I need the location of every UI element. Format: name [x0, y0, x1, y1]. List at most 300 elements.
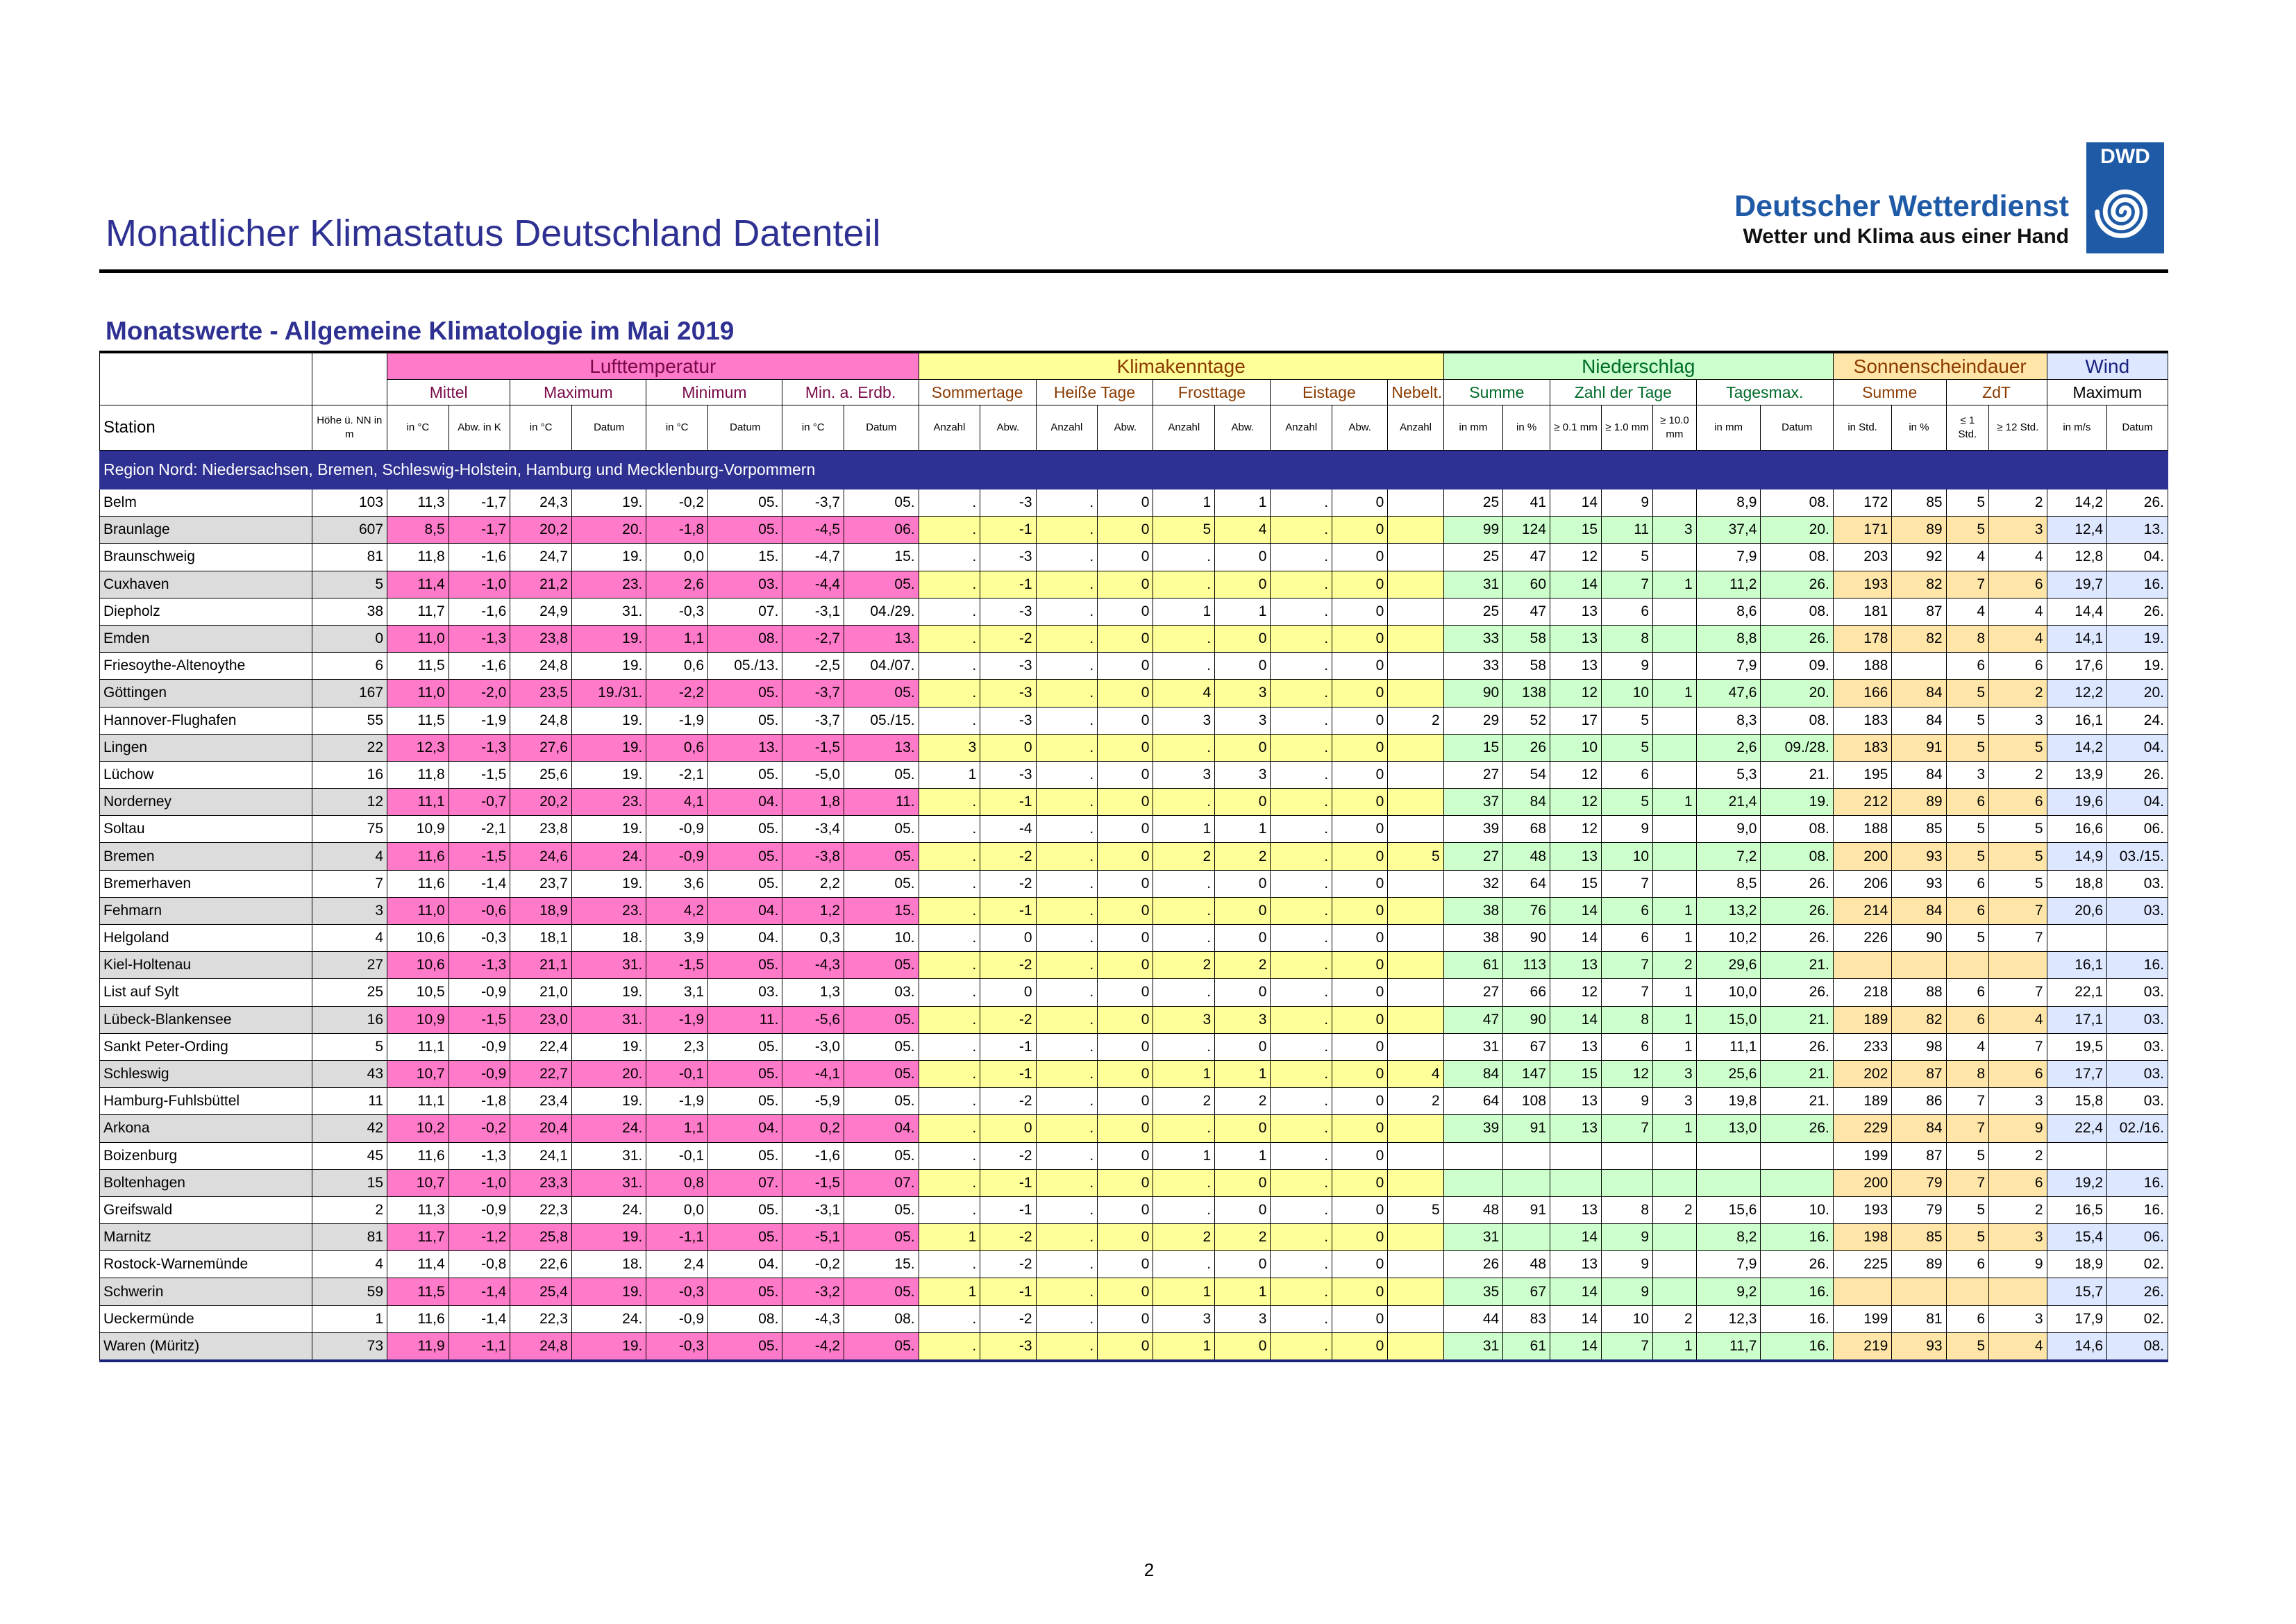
table-cell: -0,9 [449, 1033, 510, 1060]
table-cell: -4 [980, 816, 1036, 843]
table-cell: 4,1 [646, 789, 708, 816]
table-row [100, 1332, 2168, 1361]
table-cell: 41 [1503, 489, 1550, 517]
table-cell: 2 [1153, 1088, 1215, 1115]
table-cell [1653, 1251, 1697, 1278]
table-cell [1388, 870, 1443, 897]
table-cell [1388, 1278, 1443, 1305]
table-cell: 08. [1761, 489, 1833, 517]
table-cell: . [1036, 1142, 1098, 1169]
table-cell: 73 [312, 1332, 387, 1361]
table-cell: 98 [1892, 1033, 1946, 1060]
table-cell: 0 [1332, 843, 1388, 870]
table-cell: . [1271, 625, 1332, 652]
table-cell: 113 [1503, 952, 1550, 979]
table-cell: -0,8 [449, 1251, 510, 1278]
table-cell: 27 [1443, 761, 1503, 788]
table-cell: 99 [1443, 517, 1503, 544]
table-cell: . [1271, 1006, 1332, 1033]
table-cell: 05. [708, 1060, 782, 1087]
table-cell: 20,2 [510, 789, 572, 816]
unit-cell: in mm [1443, 405, 1503, 451]
table-cell: 0 [1215, 734, 1271, 761]
table-cell: 0 [1332, 625, 1388, 652]
table-cell: -5,0 [782, 761, 844, 788]
table-cell: . [919, 897, 980, 924]
table-cell: 9 [1602, 1224, 1653, 1251]
table-cell: 199 [1833, 1142, 1891, 1169]
table-cell: 13 [1550, 653, 1602, 680]
table-cell: 84 [1892, 680, 1946, 707]
table-cell: 4 [312, 925, 387, 952]
table-cell: . [1153, 897, 1215, 924]
table-cell: . [1153, 1033, 1215, 1060]
table-cell: 26. [1761, 1115, 1833, 1142]
table-row [100, 925, 2168, 952]
table-cell: 19,6 [2047, 789, 2107, 816]
table-cell: 61 [1443, 952, 1503, 979]
table-cell: 05. [844, 761, 919, 788]
table-cell: 24. [2107, 707, 2168, 734]
unit-cell: Datum [571, 405, 646, 451]
table-cell: 18,9 [510, 897, 572, 924]
table-cell [1653, 653, 1697, 680]
table-cell: 08. [708, 1305, 782, 1332]
table-cell: 05. [844, 1224, 919, 1251]
table-cell: 171 [1833, 517, 1891, 544]
station-name: Braunlage [100, 517, 312, 544]
table-cell: 05. [708, 1278, 782, 1305]
table-cell: 15. [844, 544, 919, 571]
table-cell: . [1271, 1278, 1332, 1305]
table-cell: 31. [571, 952, 646, 979]
table-cell: . [1153, 789, 1215, 816]
table-cell: 206 [1833, 870, 1891, 897]
table-cell: 6 [1989, 1169, 2047, 1196]
table-cell: . [1153, 1115, 1215, 1142]
table-cell: . [1153, 625, 1215, 652]
table-cell: 07. [708, 1169, 782, 1196]
table-row [100, 897, 2168, 924]
group-sunshine: Sonnenscheindauer [1833, 352, 2047, 380]
table-cell: -1,0 [449, 1169, 510, 1196]
station-name: Diepholz [100, 598, 312, 625]
table-row [100, 870, 2168, 897]
table-cell: 9,2 [1696, 1278, 1761, 1305]
table-cell: . [1271, 680, 1332, 707]
table-cell: 06. [2107, 1224, 2168, 1251]
table-cell: 08. [1761, 707, 1833, 734]
table-cell: 52 [1503, 707, 1550, 734]
table-cell: 166 [1833, 680, 1891, 707]
table-cell: -3,4 [782, 816, 844, 843]
logo-tagline: Wetter und Klima aus einer Hand [1743, 225, 2069, 248]
table-cell: 16 [312, 1006, 387, 1033]
table-cell: 11. [844, 789, 919, 816]
table-cell: 16. [2107, 571, 2168, 598]
table-cell: -1 [980, 1169, 1036, 1196]
table-cell: 04. [2107, 734, 2168, 761]
table-cell: 05. [844, 571, 919, 598]
table-cell [1443, 1169, 1503, 1196]
sub-min-ground: Min. a. Erdb. [782, 380, 919, 405]
table-cell: -0,9 [646, 816, 708, 843]
table-cell [1388, 1142, 1443, 1169]
station-name: Friesoythe-Altenoythe [100, 653, 312, 680]
table-cell: -1,7 [449, 517, 510, 544]
table-cell: 20. [1761, 517, 1833, 544]
table-cell: 10,6 [387, 952, 449, 979]
table-cell: 02./16. [2107, 1115, 2168, 1142]
table-cell: 3 [1946, 761, 1989, 788]
table-cell: 47 [1503, 598, 1550, 625]
table-cell: 48 [1503, 1251, 1550, 1278]
table-cell: 0 [1332, 517, 1388, 544]
table-cell: 19. [571, 1033, 646, 1060]
table-cell: 60 [1503, 571, 1550, 598]
unit-cell: in °C [510, 405, 572, 451]
table-cell: 2,4 [646, 1251, 708, 1278]
table-cell: . [1036, 789, 1098, 816]
table-cell [1503, 1142, 1550, 1169]
table-cell: 19. [571, 1332, 646, 1361]
table-cell: 27,6 [510, 734, 572, 761]
table-cell: 0 [1098, 897, 1153, 924]
table-cell: 20. [2107, 680, 2168, 707]
table-cell: -1,9 [646, 707, 708, 734]
table-row [100, 598, 2168, 625]
table-cell: -1,3 [449, 952, 510, 979]
table-cell: 6 [1989, 1060, 2047, 1087]
table-cell: 1 [1153, 1332, 1215, 1361]
station-name: Sankt Peter-Ording [100, 1033, 312, 1060]
station-name: Hannover-Flughafen [100, 707, 312, 734]
unit-cell: Anzahl [1388, 405, 1443, 451]
table-cell: . [1153, 1196, 1215, 1223]
table-cell: 10,0 [1696, 979, 1761, 1006]
table-cell: 23,4 [510, 1088, 572, 1115]
table-cell: -2,1 [646, 761, 708, 788]
table-cell: -2 [980, 952, 1036, 979]
table-cell: 48 [1443, 1196, 1503, 1223]
table-cell: 4 [1989, 1332, 2047, 1361]
table-cell: 7,9 [1696, 1251, 1761, 1278]
table-cell: 05. [708, 680, 782, 707]
table-cell: 3 [1153, 1006, 1215, 1033]
station-name: Soltau [100, 816, 312, 843]
unit-cell: ≥ 0.1 mm [1550, 405, 1602, 451]
table-cell: 5,3 [1696, 761, 1761, 788]
table-cell: 26. [1761, 571, 1833, 598]
table-cell: 225 [1833, 1251, 1891, 1278]
table-row [100, 1115, 2168, 1142]
table-cell: 183 [1833, 734, 1891, 761]
table-cell: . [1036, 571, 1098, 598]
table-cell: 219 [1833, 1332, 1891, 1361]
table-cell: -2 [980, 1305, 1036, 1332]
table-cell: . [1036, 1033, 1098, 1060]
table-cell: 14 [1550, 897, 1602, 924]
table-cell [1892, 952, 1946, 979]
table-cell: 11,5 [387, 1278, 449, 1305]
table-cell: 11 [312, 1088, 387, 1115]
table-row [100, 1088, 2168, 1115]
table-row [100, 680, 2168, 707]
table-cell: 26. [1761, 925, 1833, 952]
table-cell: 26. [1761, 625, 1833, 652]
table-cell: 11,1 [387, 1088, 449, 1115]
table-cell: . [1271, 1088, 1332, 1115]
sub-prec-days: Zahl der Tage [1550, 380, 1697, 405]
table-cell: 0 [1098, 816, 1153, 843]
table-cell: 21. [1761, 761, 1833, 788]
table-cell: 4,2 [646, 897, 708, 924]
table-cell: 11,3 [387, 489, 449, 517]
table-cell: 2 [1215, 952, 1271, 979]
table-cell: 0 [1215, 544, 1271, 571]
table-row [100, 979, 2168, 1006]
table-cell: 04. [844, 1115, 919, 1142]
table-cell: 15,4 [2047, 1224, 2107, 1251]
table-cell: . [1036, 1196, 1098, 1223]
title-divider [99, 269, 2168, 273]
table-cell: 11,3 [387, 1196, 449, 1223]
sub-sun-sum: Summe [1833, 380, 1946, 405]
table-cell: -1 [980, 571, 1036, 598]
table-cell: 48 [1503, 843, 1550, 870]
table-cell: 4 [1946, 544, 1989, 571]
table-cell [1602, 1142, 1653, 1169]
table-cell: 04. [708, 1115, 782, 1142]
table-cell: 3 [312, 897, 387, 924]
table-cell: 11,6 [387, 1305, 449, 1332]
table-cell: 10,9 [387, 1006, 449, 1033]
table-cell: -1 [980, 789, 1036, 816]
table-cell: 8,3 [1696, 707, 1761, 734]
table-cell: 83 [1503, 1305, 1550, 1332]
table-cell: -5,1 [782, 1224, 844, 1251]
table-cell: 0 [1332, 734, 1388, 761]
table-cell: 7 [1602, 870, 1653, 897]
unit-cell: Abw. [1332, 405, 1388, 451]
table-cell [1388, 517, 1443, 544]
table-cell: 5 [1946, 734, 1989, 761]
unit-cell: ≤ 1 Std. [1946, 405, 1989, 451]
table-cell: . [919, 1006, 980, 1033]
table-cell: 0 [1215, 1033, 1271, 1060]
table-cell: 14,2 [2047, 489, 2107, 517]
table-cell: -1,4 [449, 1305, 510, 1332]
table-cell: 11,9 [387, 1332, 449, 1361]
table-cell: 1 [1153, 1060, 1215, 1087]
table-cell: 13 [1550, 1088, 1602, 1115]
station-name: Hamburg-Fuhlsbüttel [100, 1088, 312, 1115]
table-cell: 23. [571, 897, 646, 924]
table-cell: 39 [1443, 1115, 1503, 1142]
table-cell: 93 [1892, 1332, 1946, 1361]
table-cell: -3 [980, 761, 1036, 788]
table-cell: -0,3 [646, 1278, 708, 1305]
table-cell: 15. [844, 1251, 919, 1278]
logo-name: Deutscher Wetterdienst [1734, 190, 2069, 223]
table-cell: 1 [1215, 1060, 1271, 1087]
table-cell: 18,8 [2047, 870, 2107, 897]
table-cell: 64 [1443, 1088, 1503, 1115]
table-row [100, 761, 2168, 788]
table-cell: . [919, 625, 980, 652]
table-row [100, 1224, 2168, 1251]
table-cell: -3,7 [782, 489, 844, 517]
table-cell: . [919, 1332, 980, 1361]
table-cell: 5 [1946, 517, 1989, 544]
table-cell: 2 [1153, 843, 1215, 870]
table-cell: 12 [312, 789, 387, 816]
table-cell: . [1153, 1251, 1215, 1278]
table-cell: . [1271, 1060, 1332, 1087]
table-cell: -1,1 [449, 1332, 510, 1361]
table-cell: 3 [1989, 707, 2047, 734]
table-cell: 5 [1946, 1196, 1989, 1223]
table-cell: 7 [1602, 1115, 1653, 1142]
table-cell: -0,9 [449, 1196, 510, 1223]
table-cell: 6 [1946, 870, 1989, 897]
table-cell: -0,9 [646, 1305, 708, 1332]
table-cell: 03. [708, 979, 782, 1006]
table-cell: -1,5 [449, 843, 510, 870]
table-cell: 91 [1503, 1115, 1550, 1142]
table-cell: 21,4 [1696, 789, 1761, 816]
table-cell: 87 [1892, 1060, 1946, 1087]
table-cell: 5 [1946, 1142, 1989, 1169]
table-cell: 3 [1989, 1305, 2047, 1332]
table-cell: 10,2 [1696, 925, 1761, 952]
table-cell: 19. [2107, 625, 2168, 652]
station-name: List auf Sylt [100, 979, 312, 1006]
unit-cell: Datum [708, 405, 782, 451]
subheader-row [100, 380, 2168, 405]
table-cell: 07. [844, 1169, 919, 1196]
table-cell [1388, 489, 1443, 517]
table-cell: . [1271, 1169, 1332, 1196]
table-cell: 9,0 [1696, 816, 1761, 843]
table-cell: -1,9 [449, 707, 510, 734]
table-cell: . [1036, 816, 1098, 843]
table-cell: 2 [1989, 680, 2047, 707]
table-cell: 29,6 [1696, 952, 1761, 979]
table-cell: 14 [1550, 925, 1602, 952]
unit-cell: ≥ 12 Std. [1989, 405, 2047, 451]
table-cell [1946, 952, 1989, 979]
table-cell: 10,6 [387, 925, 449, 952]
table-cell: . [1271, 1142, 1332, 1169]
table-cell: 13 [1550, 1251, 1602, 1278]
table-cell: 4 [1946, 598, 1989, 625]
table-cell: . [1036, 1278, 1098, 1305]
table-cell [1761, 1142, 1833, 1169]
station-name: Lingen [100, 734, 312, 761]
table-cell: 3 [1653, 517, 1697, 544]
table-cell: 6 [1602, 925, 1653, 952]
table-cell: 6 [1989, 653, 2047, 680]
table-cell: 7,2 [1696, 843, 1761, 870]
table-cell: -1,3 [449, 625, 510, 652]
table-cell: 82 [1892, 571, 1946, 598]
table-cell: -0,9 [449, 979, 510, 1006]
table-cell: 0 [1215, 897, 1271, 924]
table-cell: -2,2 [646, 680, 708, 707]
table-cell: 19. [571, 816, 646, 843]
table-cell: 14,9 [2047, 843, 2107, 870]
table-cell: 08. [1761, 544, 1833, 571]
table-cell: 5 [1946, 1332, 1989, 1361]
station-name: Boizenburg [100, 1142, 312, 1169]
table-cell: 05. [708, 761, 782, 788]
table-cell: 24,8 [510, 653, 572, 680]
table-cell: 2 [1989, 489, 2047, 517]
table-cell: 25,6 [510, 761, 572, 788]
table-cell: 1 [1653, 1115, 1697, 1142]
table-cell: 23,8 [510, 625, 572, 652]
table-cell: 15 [1443, 734, 1503, 761]
table-cell: 24. [571, 1115, 646, 1142]
table-cell: 0 [1098, 544, 1153, 571]
table-cell: 195 [1833, 761, 1891, 788]
table-cell: 38 [1443, 897, 1503, 924]
table-cell: 17,1 [2047, 1006, 2107, 1033]
table-cell: 31. [571, 598, 646, 625]
table-cell: 4 [312, 1251, 387, 1278]
table-cell: 84 [1892, 761, 1946, 788]
table-cell: 27 [312, 952, 387, 979]
table-cell: 2,2 [782, 870, 844, 897]
table-cell: 37,4 [1696, 517, 1761, 544]
unit-cell: in % [1892, 405, 1946, 451]
station-header: Station [100, 405, 312, 451]
table-cell: 18,9 [2047, 1251, 2107, 1278]
table-cell: 18. [571, 925, 646, 952]
table-cell: -1,8 [449, 1088, 510, 1115]
table-cell: -4,5 [782, 517, 844, 544]
table-cell: . [1271, 761, 1332, 788]
table-cell: 9 [1602, 1278, 1653, 1305]
table-cell: 4 [1989, 598, 2047, 625]
table-cell: 2 [1989, 761, 2047, 788]
table-cell: 19. [571, 734, 646, 761]
table-cell: 233 [1833, 1033, 1891, 1060]
table-cell: 0 [1098, 489, 1153, 517]
table-cell: 08. [844, 1305, 919, 1332]
table-cell: 9 [1989, 1115, 2047, 1142]
unit-cell: in °C [387, 405, 449, 451]
table-cell: . [1036, 870, 1098, 897]
table-cell: 0 [1332, 680, 1388, 707]
table-cell: 7 [1602, 1332, 1653, 1361]
table-cell: 0 [1332, 1142, 1388, 1169]
sub-mean: Mittel [387, 380, 510, 405]
table-cell: . [1271, 1332, 1332, 1361]
table-cell: 05. [844, 870, 919, 897]
table-cell: 03. [2107, 897, 2168, 924]
table-cell: 10,7 [387, 1060, 449, 1087]
table-cell: 90 [1892, 925, 1946, 952]
table-cell: 3 [1215, 1006, 1271, 1033]
table-cell: 0 [1332, 1305, 1388, 1332]
table-cell: -4,3 [782, 952, 844, 979]
table-cell: 8,5 [1696, 870, 1761, 897]
table-cell: 11 [1602, 517, 1653, 544]
table-cell: . [919, 1088, 980, 1115]
table-cell: 2 [1215, 843, 1271, 870]
